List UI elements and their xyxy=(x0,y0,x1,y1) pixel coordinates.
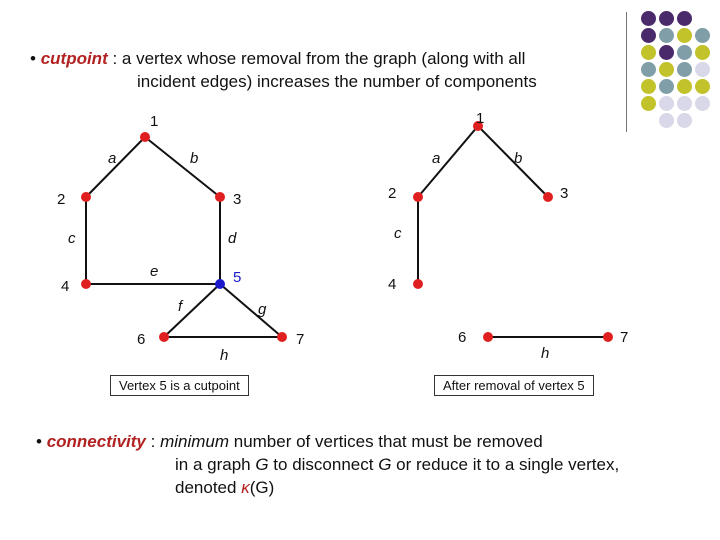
vertex-label-7: 7 xyxy=(620,329,629,346)
vertex-label-1: 1 xyxy=(150,113,159,130)
vertex-7 xyxy=(277,332,287,342)
bullet: • xyxy=(36,432,42,451)
left-caption: Vertex 5 is a cutpoint xyxy=(110,375,249,396)
kappa-symbol: κ xyxy=(241,478,250,497)
vertex-label-2: 2 xyxy=(388,185,397,202)
edge-label-b: b xyxy=(514,150,523,167)
right-graph-labels xyxy=(388,110,628,362)
vertex-6 xyxy=(159,332,169,342)
edge-label-c: c xyxy=(394,225,402,242)
left-graph-edges xyxy=(86,137,282,337)
vertex-4 xyxy=(81,279,91,289)
connectivity-term: connectivity xyxy=(46,432,146,451)
right-caption: After removal of vertex 5 xyxy=(434,375,594,396)
vertex-label-3: 3 xyxy=(233,191,242,208)
edge-label-a: a xyxy=(108,150,117,167)
edge-label-g: g xyxy=(258,301,267,318)
edge-b xyxy=(478,126,548,197)
right-graph-edges xyxy=(418,126,608,337)
minimum-word: minimum xyxy=(160,432,230,451)
edge-label-a: a xyxy=(432,150,441,167)
connectivity-definition-line-2 xyxy=(175,454,619,476)
vertex-1 xyxy=(140,132,150,142)
vertex-2 xyxy=(413,192,423,202)
graph-symbol: G xyxy=(378,455,392,474)
edge-g xyxy=(220,284,282,337)
vertex-label-1: 1 xyxy=(476,110,485,127)
edge-label-b: b xyxy=(190,150,199,167)
edge-b xyxy=(145,137,220,197)
vertex-label-6: 6 xyxy=(137,331,146,348)
vertex-5-cutpoint xyxy=(215,279,225,289)
vertex-3 xyxy=(543,192,553,202)
vertex-7 xyxy=(603,332,613,342)
graph-symbol: G xyxy=(255,455,269,474)
edge-a xyxy=(418,126,478,197)
vertex-label-3: 3 xyxy=(560,185,569,202)
bullet: • xyxy=(30,49,36,68)
vertex-label-4: 4 xyxy=(61,278,70,295)
edge-label-e: e xyxy=(150,263,159,280)
text: in a graph xyxy=(175,455,256,474)
vertex-label-2: 2 xyxy=(57,191,66,208)
edge-f xyxy=(164,284,220,337)
text: to disconnect xyxy=(268,455,379,474)
vertex-6 xyxy=(483,332,493,342)
vertex-4 xyxy=(413,279,423,289)
text: denoted xyxy=(175,478,242,497)
vertex-3 xyxy=(215,192,225,202)
definition-line-2: incident edges) increases the number of components xyxy=(137,72,537,91)
edge-label-c: c xyxy=(68,230,76,247)
definition-line-1: number of vertices that must be removed xyxy=(229,432,543,451)
text: (G) xyxy=(249,478,275,497)
connectivity-definition-line-3 xyxy=(175,477,274,499)
separator: : xyxy=(145,432,161,451)
connectivity-definition xyxy=(36,431,543,453)
vertex-label-4: 4 xyxy=(388,276,397,293)
vertex-label-5: 5 xyxy=(233,269,242,286)
separator: : xyxy=(107,49,122,68)
cutpoint-term: cutpoint xyxy=(40,49,108,68)
text: or reduce it to a single vertex, xyxy=(391,455,620,474)
vertex-2 xyxy=(81,192,91,202)
edge-label-h: h xyxy=(220,347,229,364)
left-graph-labels xyxy=(57,113,304,364)
edge-a xyxy=(86,137,145,197)
right-graph-vertices xyxy=(413,121,613,342)
vertex-label-6: 6 xyxy=(458,329,467,346)
definition-line-1: a vertex whose removal from the graph (along with all xyxy=(121,49,526,68)
edge-label-h: h xyxy=(541,345,550,362)
edge-label-f: f xyxy=(178,298,183,315)
edge-label-d: d xyxy=(228,230,237,247)
vertex-label-7: 7 xyxy=(296,331,305,348)
